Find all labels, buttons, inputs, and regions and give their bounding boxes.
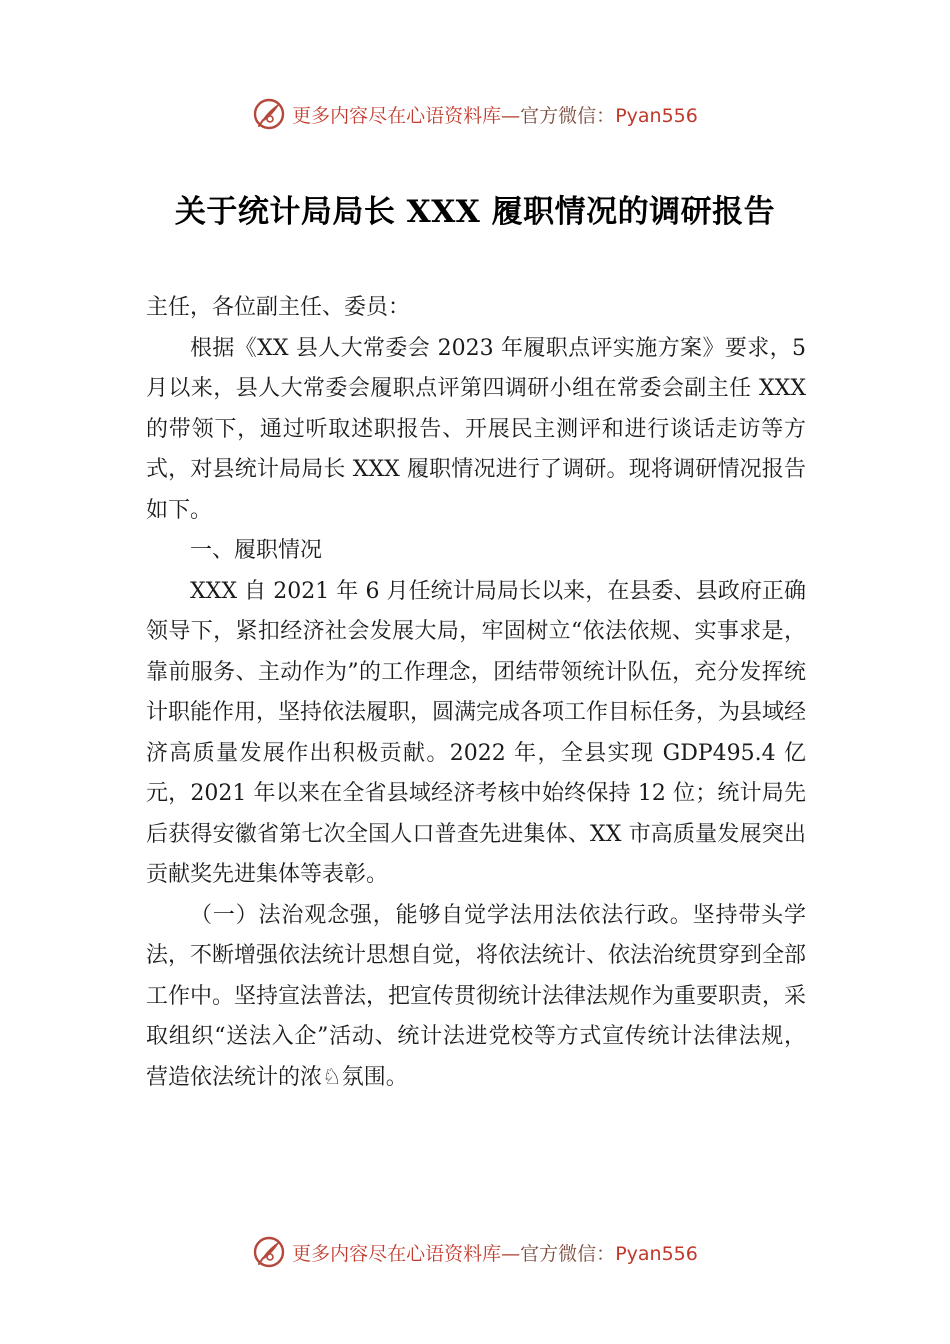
watermark-wechat-label: 官方微信： bbox=[520, 104, 616, 127]
watermark-text bbox=[292, 1239, 698, 1266]
watermark-banner-top bbox=[0, 94, 950, 134]
watermark-account: Pyan556 bbox=[615, 104, 698, 127]
rule-of-law-paragraph: （一）法治观念强，能够自觉学法用法依法行政。坚持带头学法，不断增强依法统计思想自觉，将依法统计、依法治统贯穿到全部工作中。坚持宣法普法，把宣传贯彻统计法律法规作为重要职责，采取组织“送法入企”活动、统计法进党校等方式宣传统计法律法规，营造依法统计的浓♘氛围。 bbox=[146, 902, 807, 1090]
watermark-banner-bottom bbox=[0, 1232, 950, 1272]
section-heading: 一、履职情况 bbox=[190, 538, 323, 563]
watermark-text bbox=[292, 101, 698, 128]
watermark-wechat-label: 官方微信： bbox=[520, 1242, 616, 1265]
watermark-separator: — bbox=[501, 1242, 521, 1265]
salutation-paragraph: 主任，各位副主任、委员： bbox=[146, 295, 411, 320]
document-title: 关于统计局局长 XXX 履职情况的调研报告 bbox=[174, 194, 776, 230]
document-body bbox=[146, 288, 806, 1098]
quill-pen-logo-icon bbox=[252, 97, 286, 131]
quill-pen-logo-icon bbox=[252, 1235, 286, 1269]
watermark-brand: 更多内容尽在心语资料库 bbox=[292, 104, 502, 127]
watermark-account: Pyan556 bbox=[615, 1242, 698, 1265]
watermark-brand: 更多内容尽在心语资料库 bbox=[292, 1242, 502, 1265]
watermark-separator: — bbox=[501, 104, 521, 127]
intro-paragraph: 根据《XX 县人大常委会 2023 年履职点评实施方案》要求，5 月以来，县人大常委会履职点评第四调研小组在常委会副主任 XXX 的带领下，通过听取述职报告、开展民主测评和进行谈话走访等方式，对县统计局局长 XXX 履职情况进行了调研。现将调研情况报告如下。 bbox=[146, 335, 806, 523]
performance-paragraph: XXX 自 2021 年 6 月任统计局局长以来，在县委、县政府正确领导下，紧扣经济社会发展大局，牢固树立“依法依规、实事求是，靠前服务、主动作为”的工作理念，团结带领统计队伍，充分发挥统计职能作用，坚持依法履职，圆满完成各项工作目标任务，为县域经济高质量发展作出积极贡献。2022 年，全县实现 GDP495.4 亿元，2021 年以来在全省县域经济考核中始终保持 12 位；统计局先后获得安徽省第七次全国人口普查先进集体、XX 市高质量发展突出贡献奖先进集体等表彰。 bbox=[146, 578, 807, 887]
